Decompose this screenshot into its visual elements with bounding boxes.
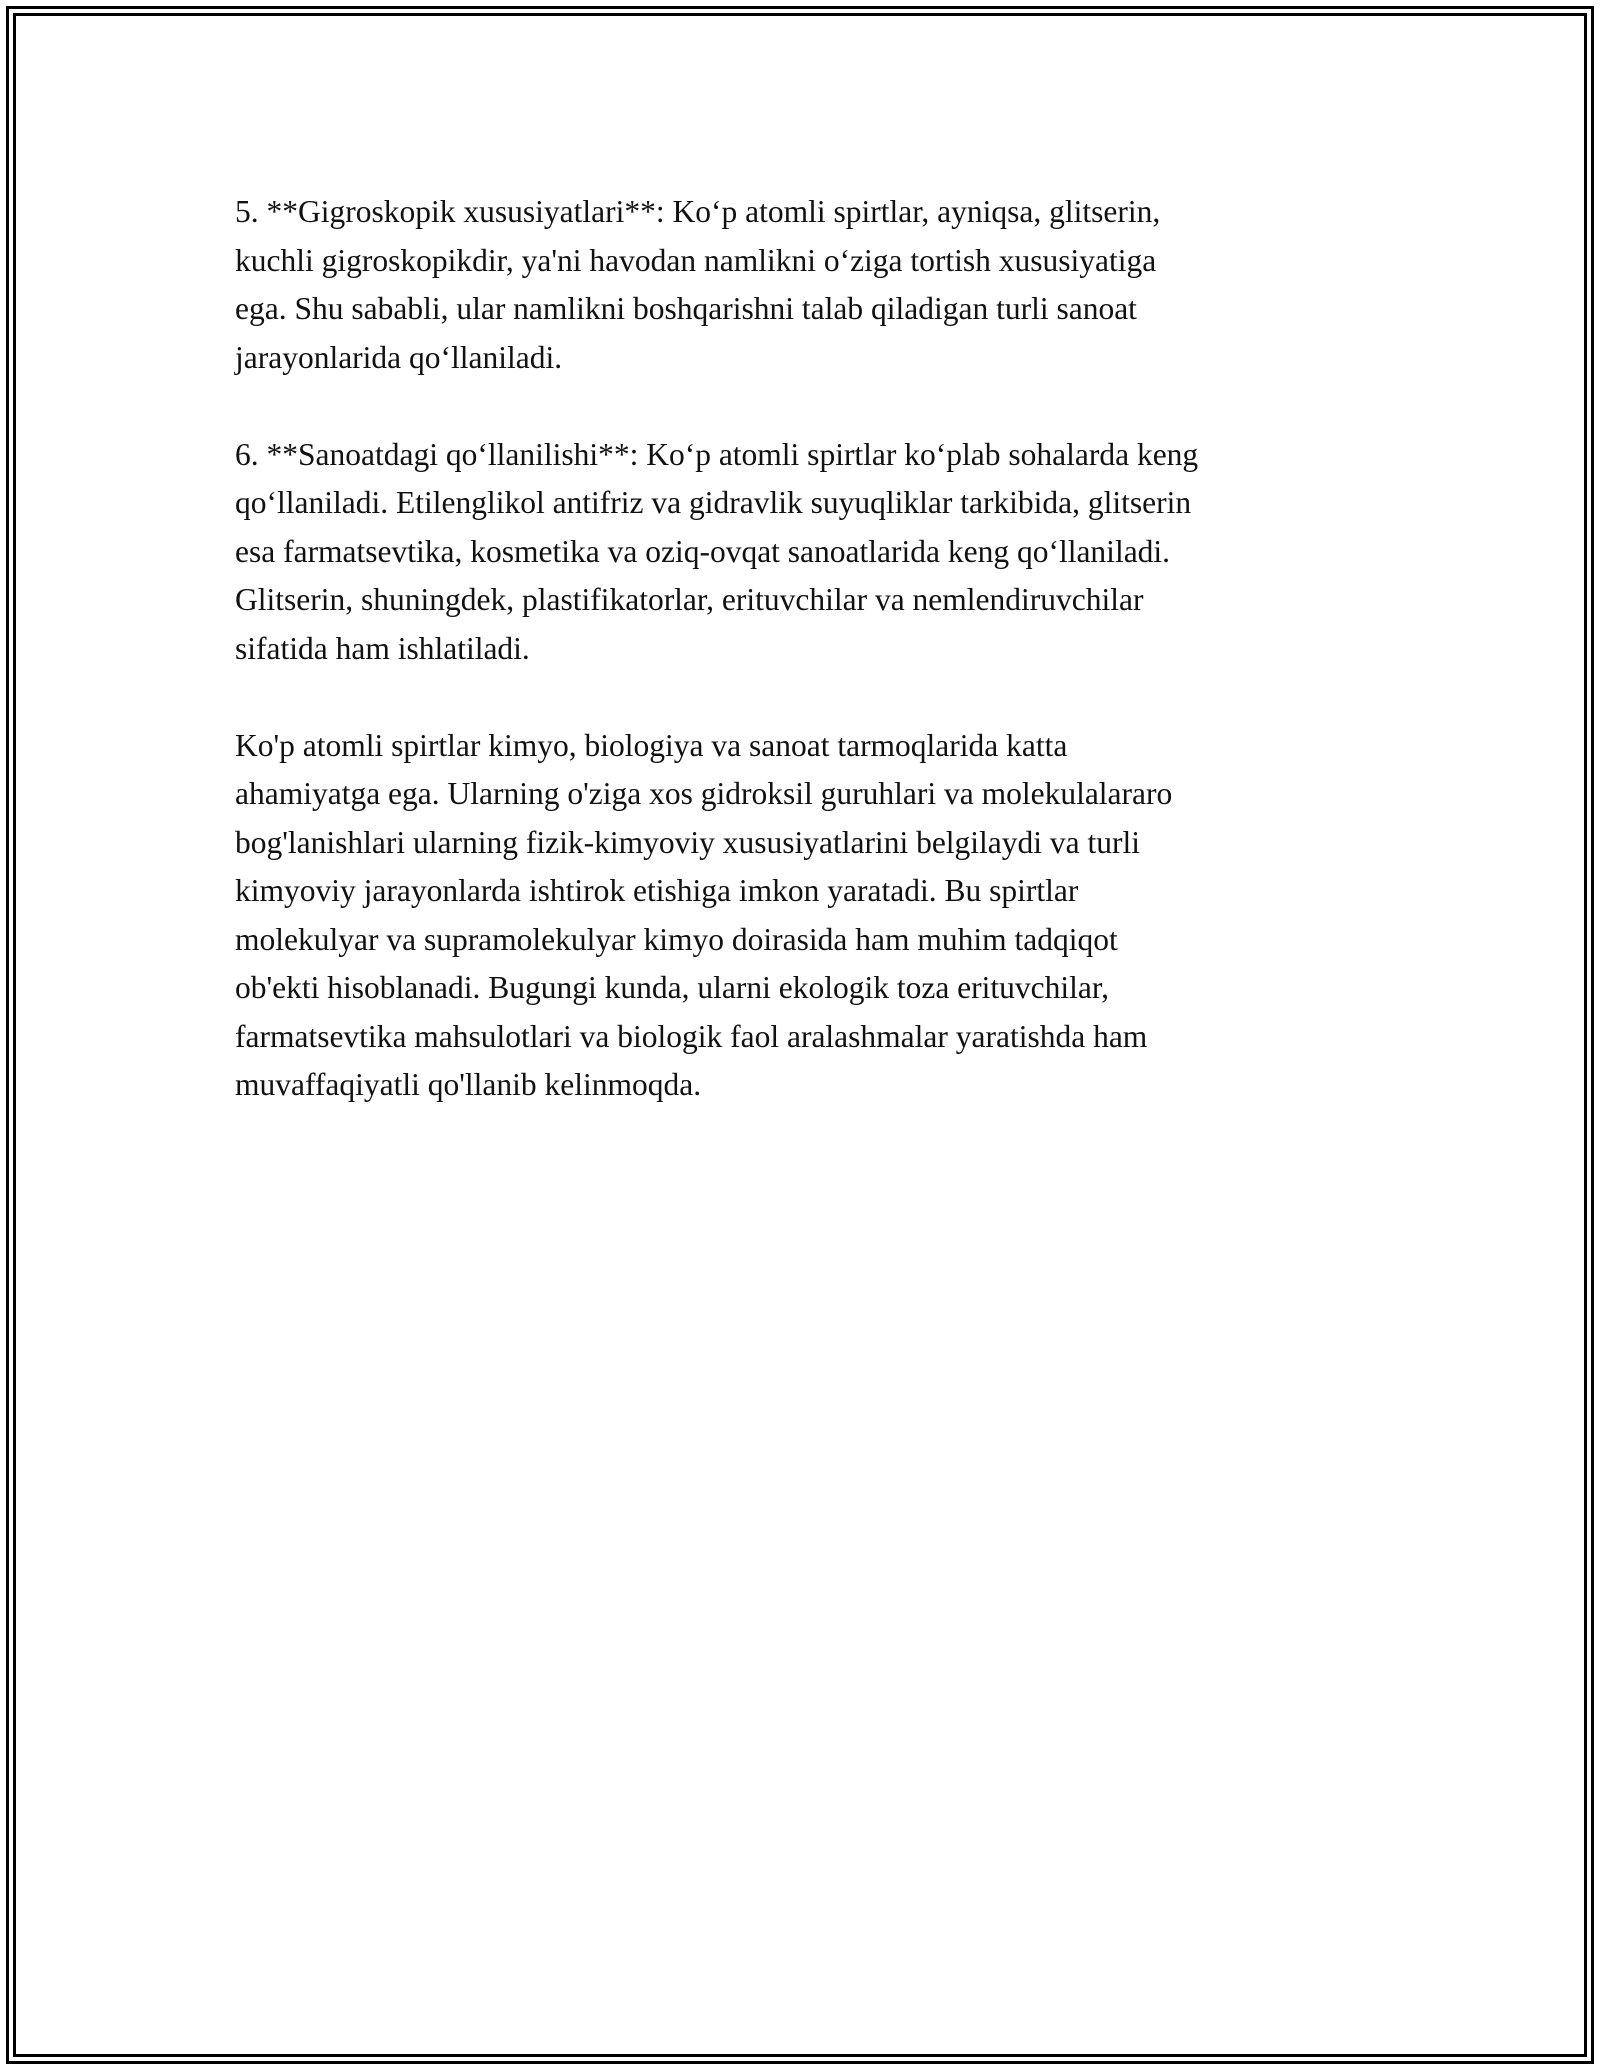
- text-line: jarayonlarida qo‘llaniladi.: [235, 339, 563, 375]
- text-line: molekulyar va supramolekulyar kimyo doirasida ham muhim tadqiqot: [235, 921, 1118, 957]
- text-line: qo‘llaniladi. Etilenglikol antifriz va gidravlik suyuqliklar tarkibida, glitserin: [235, 485, 1192, 520]
- text-line: muvaffaqiyatli qo'llanib kelinmoqda.: [235, 1067, 702, 1102]
- text-line: kimyoviy jarayonlarda ishtirok etishiga imkon yaratadi. Bu spirtlar: [235, 873, 1079, 908]
- text-line: bog'lanishlari ularning fizik-kimyoviy xususiyatlarini belgilaydi va turli: [235, 824, 1141, 860]
- text-line: 6. **Sanoatdagi qo‘llanilishi**: Ko‘p atomli spirtlar ko‘plab sohalarda keng: [235, 436, 1199, 472]
- text-line: ega. Shu sababli, ular namlikni boshqarishni talab qiladigan turli sanoat: [235, 291, 1137, 326]
- text-line: ob'ekti hisoblanadi. Bugungi kunda, ularni ekologik toza erituvchilar,: [235, 970, 1109, 1005]
- text-line: Ko'p atomli spirtlar kimyo, biologiya va sanoat tarmoqlarida katta: [235, 727, 1068, 763]
- text-line: ahamiyatga ega. Ularning o'ziga xos gidroksil guruhlari va molekulalararo: [235, 776, 1173, 811]
- paragraph-industrial-applications: [235, 431, 1385, 674]
- text-line: 5. **Gigroskopik xususiyatlari**: Ko‘p atomli spirtlar, ayniqsa, glitserin,: [235, 194, 1161, 229]
- document-body: [235, 188, 1385, 1158]
- paragraph-hygroscopic-properties: [235, 188, 1385, 382]
- text-line: kuchli gigroskopikdir, ya'ni havodan namlikni o‘ziga tortish xususiyatiga: [235, 242, 1157, 278]
- text-line: Glitserin, shuningdek, plastifikatorlar, erituvchilar va nemlendiruvchilar: [235, 582, 1144, 617]
- text-line: sifatida ham ishlatiladi.: [235, 630, 530, 666]
- paragraph-conclusion: [235, 722, 1385, 1110]
- text-line: farmatsevtika mahsulotlari va biologik faol aralashmalar yaratishda ham: [235, 1018, 1148, 1054]
- text-line: esa farmatsevtika, kosmetika va oziq-ovqat sanoatlarida keng qo‘llaniladi.: [235, 533, 1171, 569]
